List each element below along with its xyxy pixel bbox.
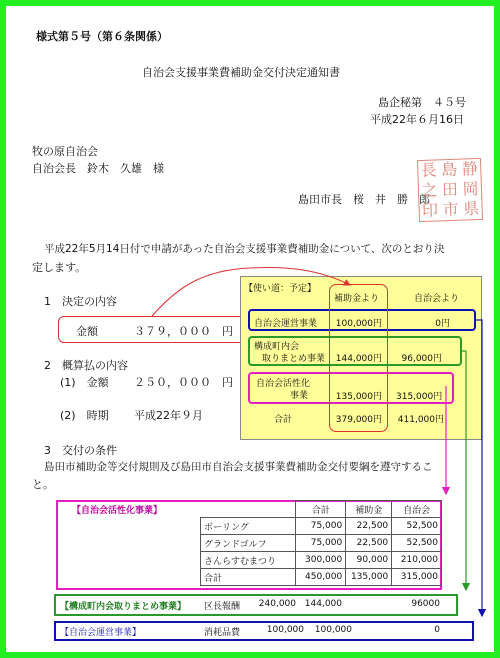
ops-subsidy: 100,000 [314, 625, 352, 635]
usage-total-assoc: 411,000円 [397, 415, 444, 425]
town-subsidy: 144,000 [304, 599, 342, 609]
usage-row-ops-subsidy: 100,000円 [335, 319, 382, 329]
row-item: さんらすむまつり [201, 552, 296, 569]
ops-item: 消耗品費 [204, 628, 241, 638]
row-subsidy: 135,000 [346, 569, 392, 586]
usage-title: 【使い道：予定】 [244, 284, 317, 294]
document-title: 自治会支援事業費補助金交付決定通知書 [142, 66, 340, 79]
usage-row-activation-label-1: 自治会活性化 [256, 379, 311, 389]
row-total: 300,000 [296, 552, 346, 569]
activation-label: 【自治会活性化事業】 [72, 506, 163, 516]
row-assoc: 52,500 [392, 535, 442, 552]
row-item: 合計 [201, 569, 296, 586]
issue-date: 平成22年６月16日 [370, 113, 464, 126]
seal-char: 県 [462, 198, 480, 219]
row-assoc: 210,000 [392, 552, 442, 569]
section-1-title: 1 決定の内容 [44, 295, 117, 308]
issuer-name: 島田市長 桜 井 勝 郎 [298, 193, 430, 206]
seal-char: 田 [441, 179, 459, 200]
table-row [201, 552, 442, 569]
seal-char: 静 [461, 159, 479, 179]
section-3-line-1: 島田市補助金等交付規則及び島田市自治会支援事業費補助金交付要綱を遵守するこ [44, 461, 433, 473]
row-assoc: 315,000 [392, 569, 442, 586]
usage-col-assoc: 自治会より [414, 294, 460, 304]
section-2-title: 2 概算払の内容 [44, 359, 128, 372]
seal-char: 島 [440, 159, 458, 180]
usage-row-town-label-1: 構成町内会 [254, 342, 300, 352]
advance-timing-label: (2) 時期 [60, 409, 109, 422]
usage-row-activation-label-2: 事業 [290, 391, 309, 401]
ops-label: 【自治会運営事業】 [60, 628, 142, 638]
decision-amount-label: 金額 [76, 325, 98, 338]
table-row [201, 535, 442, 552]
form-number: 様式第５号（第６条関係） [36, 30, 168, 43]
usage-row-activation-subsidy: 135,000円 [335, 392, 382, 402]
seal-char: 市 [442, 199, 460, 220]
table-header-row [201, 501, 442, 518]
town-label: 【構成町内会取りまとめ事業】 [60, 602, 187, 612]
usage-row-ops-label: 自治会運営事業 [254, 319, 318, 329]
recipient-name: 自治会長 鈴木 久雄 様 [32, 162, 164, 175]
seal-char: 長 [420, 160, 437, 181]
seal-char: 之 [420, 180, 438, 200]
row-total: 75,000 [296, 535, 346, 552]
town-assoc: 96000 [411, 599, 440, 609]
usage-total-label: 合計 [274, 415, 293, 425]
usage-total-subsidy: 379,000円 [335, 415, 382, 425]
row-total: 450,000 [296, 569, 346, 586]
section-3-line-2: と。 [32, 478, 54, 491]
ops-total: 100,000 [266, 625, 304, 635]
row-subsidy: 22,500 [346, 518, 392, 535]
advance-amount-label: (1) 金額 [60, 376, 109, 389]
usage-col-subsidy: 補助金より [334, 294, 380, 304]
body-line-2: 定します。 [32, 261, 87, 274]
official-seal [417, 158, 483, 222]
row-subsidy: 90,000 [346, 552, 392, 569]
town-total: 240,000 [258, 599, 296, 609]
seal-char: 印 [421, 200, 439, 220]
row-assoc: 52,500 [392, 518, 442, 535]
table-cell [201, 501, 296, 518]
recipient-organization: 牧の原自治会 [32, 145, 98, 158]
table-row [201, 518, 442, 535]
header-assoc: 自治会 [392, 501, 442, 518]
activation-detail-table [200, 500, 442, 586]
table-row [201, 569, 442, 586]
header-subsidy: 補助金 [346, 501, 392, 518]
usage-row-ops-assoc: 0円 [435, 319, 450, 329]
body-line-1: 平成22年5月14日付で申請があった自治会支援事業費補助金について、次のとおり決 [44, 243, 445, 255]
row-item: ボーリング [201, 518, 296, 535]
usage-row-town-subsidy: 144,000円 [335, 354, 382, 364]
row-item: グランドゴルフ [201, 535, 296, 552]
row-subsidy: 22,500 [346, 535, 392, 552]
advance-amount-value: ２５０，０００ 円 [134, 376, 233, 389]
usage-row-town-label-2: 取りまとめ事業 [262, 354, 326, 364]
section-3-title: 3 交付の条件 [44, 444, 117, 457]
seal-char: 岡 [462, 179, 479, 199]
decision-amount-value: ３７９，０００ 円 [134, 325, 233, 338]
usage-row-town-assoc: 96,000円 [401, 354, 442, 364]
advance-timing-value: 平成22年９月 [134, 409, 203, 422]
town-item: 区長報酬 [204, 602, 241, 612]
header-total: 合計 [296, 501, 346, 518]
usage-row-activation-assoc: 315,000円 [396, 392, 443, 402]
reference-number: 島企秘第 ４５号 [378, 96, 466, 109]
row-total: 75,000 [296, 518, 346, 535]
ops-assoc: 0 [434, 625, 440, 635]
